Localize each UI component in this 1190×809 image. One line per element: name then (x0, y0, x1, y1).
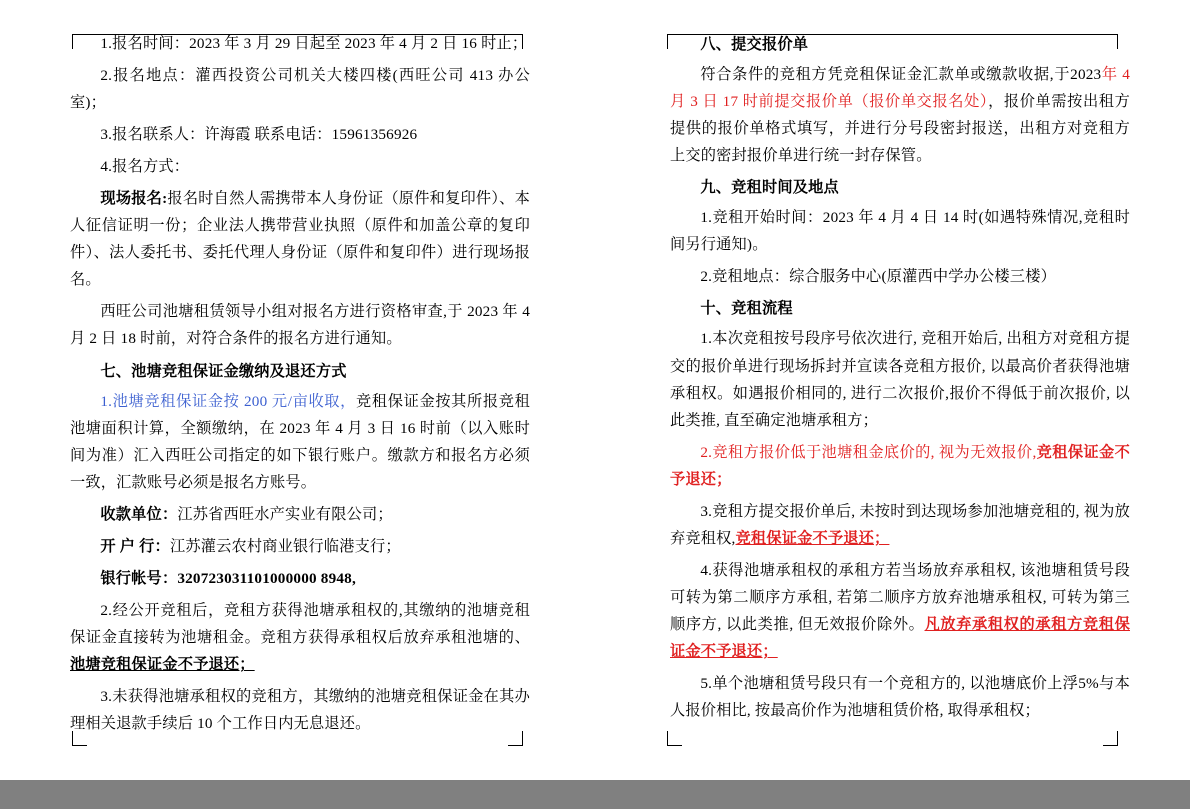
paragraph-qualification-review: 西旺公司池塘租赁领导小组对报名方进行资格审查,于 2023 年 4 月 2 日 18 时前，对符合条件的报名方进行通知。 (70, 303, 530, 348)
bank-name-label: 开 户 行： (100, 537, 170, 555)
page-right-content (670, 30, 1130, 750)
paragraph-deposit-refund: 3.未获得池塘承租权的竞租方，其缴纳的池塘竞租保证金在其办理相关退款手续后 10 个工作日内无息退还。 (70, 688, 530, 733)
transfer-order-text: 4.获得池塘承租权的承租方若当场放弃承租权, 该池塘租赁号段可转为第二顺序方承租, 若第二顺序方放弃池塘承租权, 可转为第三顺序方, 以此类推, 但无效报价除外。 (670, 561, 1130, 633)
paragraph-bid-process-2 (670, 439, 1130, 493)
paragraph-bid-start-time: 1.竞租开始时间：2023 年 4 月 4 日 14 时(如遇特殊情况,竞租时间另行通知)。 (670, 209, 1130, 254)
heading-section-eight: 八、提交报价单 (700, 36, 809, 53)
waiver-forfeit-text: 凡放弃承租权的承租方竞租保证金不予退还； (670, 615, 1130, 660)
payee-unit-label: 收款单位： (100, 505, 178, 523)
paragraph-bank-name (70, 533, 530, 560)
document-page-right (595, 0, 1190, 780)
deposit-converted-body: 2.经公开竞租后，竞租方获得池塘承租权的,其缴纳的池塘竞租保证金直接转为池塘租金。竞租方获得承租权后放弃承租池塘的、 (70, 601, 530, 646)
invalid-bid-text: 2.竞租方报价低于池塘租金底价的, 视为无效报价, (700, 443, 1037, 461)
bank-name-value: 江苏灌云农村商业银行临港支行； (169, 537, 401, 555)
paragraph-signup-location: 2.报名地点：灌西投资公司机关大楼四楼(西旺公司 413 办公室)； (70, 67, 530, 112)
deposit-rule-body: 竞租保证金按其所报竞租池塘面积计算，全额缴纳，在 2023 年 4 月 3 日 16 时前（以入账时间为准）汇入西旺公司指定的如下银行账户。缴款方和报名方必须一致，汇款账号必须是报名方账号。 (70, 392, 530, 491)
paragraph-bid-location: 2.竞租地点：综合服务中心(原灌西中学办公楼三楼） (700, 268, 1056, 286)
paragraph-bank-account (70, 565, 530, 592)
paragraph-deposit-rule (70, 388, 530, 496)
payee-unit-value: 江苏省西旺水产实业有限公司； (177, 505, 393, 523)
paragraph-signup-time: 1.报名时间：2023 年 3 月 29 日起至 2023 年 4 月 2 日 16 时止； (100, 35, 528, 52)
paragraph-bid-process-3 (670, 498, 1130, 552)
paragraph-bid-process-1: 1.本次竞租按号段序号依次进行, 竞租开始后, 出租方对竞租方提交的报价单进行现场拆封并宣读各竞租方报价, 以最高价者获得池塘承租权。如遇报价相同的, 进行二次报价,报价不得低于前次报价, 以此类推, 直至确定池塘承租方； (670, 330, 1130, 429)
bank-account-value: 320723031101000000 8948, (177, 569, 356, 587)
paragraph-submit-quote (670, 61, 1130, 169)
deposit-rate-highlight: 1.池塘竞租保证金按 200 元/亩收取， (100, 392, 357, 410)
deposit-forfeit-underline: 池塘竞租保证金不予退还； (70, 655, 255, 673)
heading-section-nine: 九、竞租时间及地点 (700, 179, 839, 197)
onsite-signup-label: 现场报名: (100, 190, 168, 208)
submit-quote-date: 年 4 月 3 日 17 时前提交报价单 (670, 66, 1130, 111)
submit-quote-part1: 符合条件的竞租方凭竞租保证金汇款单或缴款收据,于2023 (700, 66, 1102, 84)
bank-account-label: 银行帐号： (100, 569, 178, 587)
submit-quote-part2: ，报价单需按出租方提供的报价单格式填写，并进行分号段密封报送，出租方对竞租方上交的密封报价单进行统一封存保管。 (670, 93, 1130, 165)
paragraph-bid-process-4 (670, 557, 1130, 665)
onsite-signup-body: 报名时自然人需携带本人身份证（原件和复印件）、本人征信证明一份；企业法人携带营业执照（原件和加盖公章的复印件）、法人委托书、委托代理人身份证（原件和复印件）进行现场报名。 (70, 190, 530, 289)
paragraph-payee-unit (70, 501, 530, 528)
paragraph-onsite-signup (70, 185, 530, 293)
paragraph-signup-method: 4.报名方式： (100, 158, 190, 176)
absent-bidder-forfeit: 竞租保证金不予退还； (735, 529, 890, 547)
absent-bidder-text: 3.竞租方提交报价单后, 未按时到达现场参加池塘竞租的, 视为放弃竞租权, (670, 502, 1130, 547)
submit-quote-place-note: （报价单交报名处） (853, 93, 989, 111)
paragraph-signup-contact: 3.报名联系人：许海霞 联系电话：15961356926 (100, 126, 418, 144)
page-left-content (70, 30, 530, 750)
invalid-bid-forfeit: 竞租保证金不予退还； (670, 443, 1130, 488)
paragraph-bid-process-5: 5.单个池塘租赁号段只有一个竞租方的, 以池塘底价上浮5%与本人报价相比, 按最高价作为池塘租赁价格, 取得承租权； (670, 675, 1130, 720)
document-page-left (0, 0, 595, 780)
heading-section-seven: 七、池塘竞租保证金缴纳及退还方式 (100, 362, 347, 380)
heading-section-ten: 十、竞租流程 (700, 300, 793, 318)
paragraph-deposit-converted (70, 597, 530, 678)
